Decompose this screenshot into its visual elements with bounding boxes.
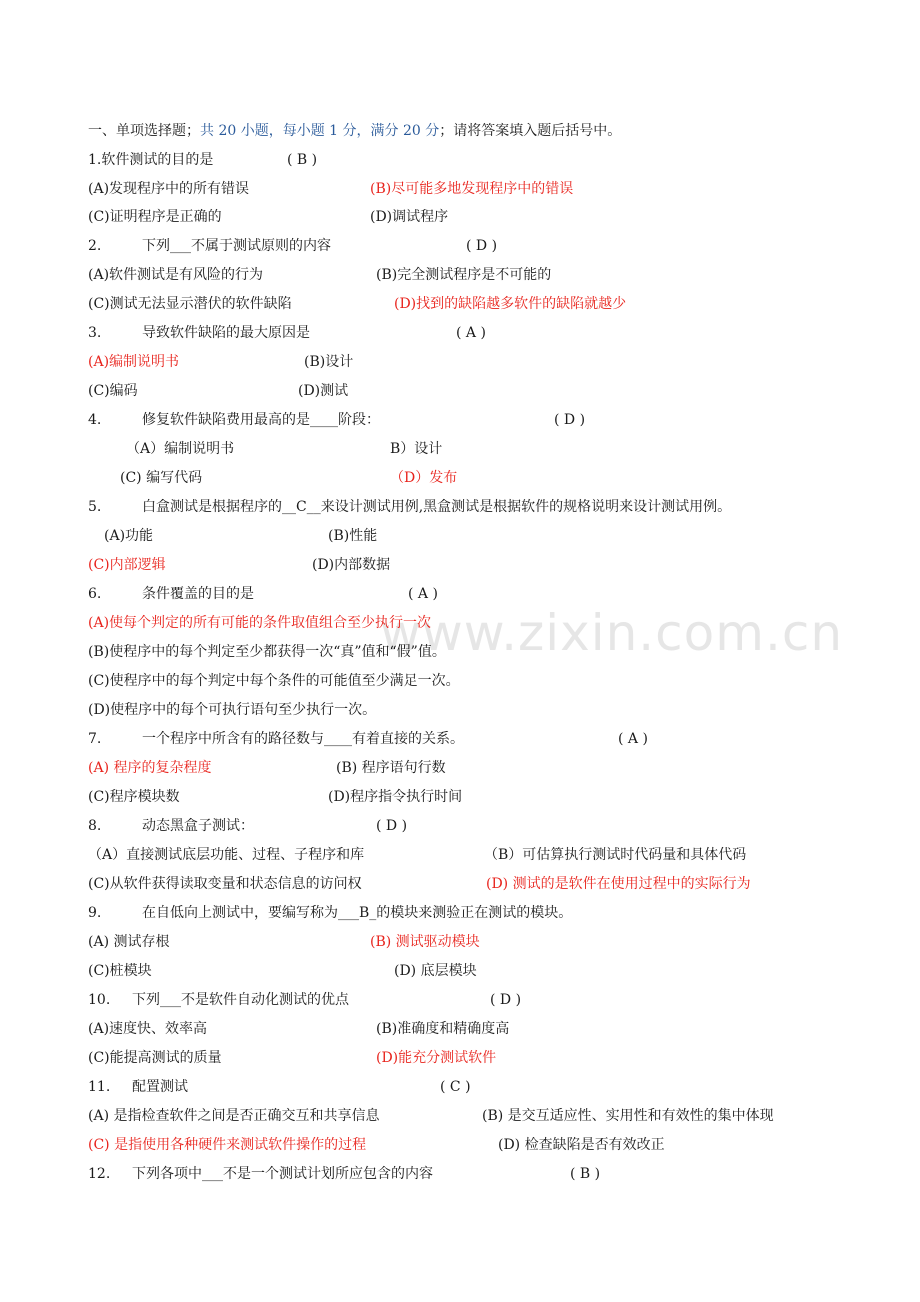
option-11d: (D) 检查缺陷是否有效改正	[498, 1137, 665, 1153]
option-2a: (A)软件测试是有风险的行为	[88, 267, 264, 283]
option-4a: （A）编制说明书	[126, 441, 235, 457]
question-6: 条件覆盖的目的是	[142, 586, 254, 602]
option-7d: (D)程序指令执行时间	[328, 789, 463, 805]
option-5b: (B)性能	[328, 528, 378, 544]
option-5c: (C)内部逻辑	[88, 557, 166, 573]
option-8b: （B）可估算执行测试时代码量和具体代码	[484, 847, 747, 863]
option-1b: (B)尽可能多地发现程序中的错误	[370, 181, 574, 197]
option-9b: (B) 测试驱动模块	[370, 934, 480, 950]
answer-2: ( D )	[466, 238, 498, 254]
option-10a: (A)速度快、效率高	[88, 1021, 208, 1037]
question-5: 白盒测试是根据程序的__C__来设计测试用例,黑盒测试是根据软件的规格说明来设计测试用例。	[142, 499, 732, 515]
option-7c: (C)程序模块数	[88, 789, 180, 805]
option-7b: (B) 程序语句行数	[336, 760, 446, 776]
option-10b: (B)准确度和精确度高	[376, 1021, 510, 1037]
question-4: 修复软件缺陷费用最高的是____阶段：	[142, 412, 380, 428]
question-10: 下列___不是软件自动化测试的优点	[132, 992, 349, 1008]
option-2d: (D)找到的缺陷越多软件的缺陷就越少	[394, 296, 627, 312]
option-11c: (C) 是指使用各种硬件来测试软件操作的过程	[88, 1137, 367, 1153]
question-number-6: 6.	[88, 586, 102, 602]
section-header: 一、单项选择题；共 20 小题，每小题 1 分，满分 20 分；请将答案填入题后括号中。	[88, 123, 622, 139]
question-11: 配置测试	[132, 1079, 188, 1095]
option-3a: (A)编制说明书	[88, 354, 180, 370]
question-number-4: 4.	[88, 412, 102, 428]
option-2c: (C)测试无法显示潜伏的软件缺陷	[88, 296, 292, 312]
option-4d: （D）发布	[390, 470, 458, 486]
question-number-9: 9.	[88, 905, 102, 921]
option-9a: (A) 测试存根	[88, 934, 170, 950]
question-number-12: 12.	[88, 1166, 111, 1182]
option-6c: (C)使程序中的每个判定中每个条件的可能值至少满足一次。	[88, 673, 460, 689]
watermark: www.zixin.com.cn	[380, 604, 844, 662]
option-3d: (D)测试	[298, 383, 349, 399]
option-9d: (D) 底层模块	[394, 963, 477, 979]
option-4b: B）设计	[390, 441, 443, 457]
option-1a: (A)发现程序中的所有错误	[88, 181, 250, 197]
option-4c: (C) 编写代码	[120, 470, 203, 486]
option-5a: (A)功能	[104, 528, 154, 544]
question-number-3: 3.	[88, 325, 102, 341]
question-number-2: 2.	[88, 238, 102, 254]
question-number-11: 11.	[88, 1079, 111, 1095]
option-3c: (C)编码	[88, 383, 138, 399]
option-9c: (C)桩模块	[88, 963, 152, 979]
question-1: 1.软件测试的目的是	[88, 152, 214, 168]
question-3: 导致软件缺陷的最大原因是	[142, 325, 310, 341]
question-9: 在自低向上测试中，要编写称为___B_的模块来测验正在测试的模块。	[142, 905, 573, 921]
question-2: 下列___不属于测试原则的内容	[142, 238, 331, 254]
question-8: 动态黑盒子测试：	[142, 818, 254, 834]
answer-8: ( D )	[376, 818, 408, 834]
answer-12: ( B )	[570, 1166, 601, 1182]
answer-3: ( A )	[456, 325, 486, 341]
option-8a: （A）直接测试底层功能、过程、子程序和库	[88, 847, 365, 863]
question-number-8: 8.	[88, 818, 102, 834]
option-11b: (B) 是交互适应性、实用性和有效性的集中体现	[482, 1108, 774, 1124]
answer-6: ( A )	[408, 586, 438, 602]
option-1c: (C)证明程序是正确的	[88, 209, 222, 225]
option-8d: (D) 测试的是软件在使用过程中的实际行为	[486, 876, 751, 892]
answer-11: ( C )	[440, 1079, 471, 1095]
option-6d: (D)使程序中的每个可执行语句至少执行一次。	[88, 702, 377, 718]
question-7: 一个程序中所含有的路径数与____有着直接的关系。	[142, 731, 464, 747]
option-3b: (B)设计	[304, 354, 354, 370]
option-2b: (B)完全测试程序是不可能的	[376, 267, 552, 283]
option-7a: (A) 程序的复杂程度	[88, 760, 212, 776]
option-6a: (A)使每个判定的所有可能的条件取值组合至少执行一次	[88, 615, 432, 631]
question-number-5: 5.	[88, 499, 102, 515]
option-5d: (D)内部数据	[312, 557, 391, 573]
option-6b: (B)使程序中的每个判定至少都获得一次“真”值和“假”值。	[88, 644, 446, 660]
answer-7: ( A )	[618, 731, 648, 747]
question-number-10: 10.	[88, 992, 111, 1008]
option-8c: (C)从软件获得读取变量和状态信息的访问权	[88, 876, 362, 892]
answer-1: ( B )	[287, 152, 318, 168]
option-10c: (C)能提高测试的质量	[88, 1050, 222, 1066]
header-scoring: 共 20 小题，每小题 1 分，满分 20 分	[200, 123, 440, 139]
option-1d: (D)调试程序	[370, 209, 449, 225]
option-10d: (D)能充分测试软件	[376, 1050, 497, 1066]
question-12: 下列各项中___不是一个测试计划所应包含的内容	[132, 1166, 433, 1182]
answer-4: ( D )	[554, 412, 586, 428]
question-number-7: 7.	[88, 731, 102, 747]
option-11a: (A) 是指检查软件之间是否正确交互和共享信息	[88, 1108, 380, 1124]
answer-10: ( D )	[490, 992, 522, 1008]
